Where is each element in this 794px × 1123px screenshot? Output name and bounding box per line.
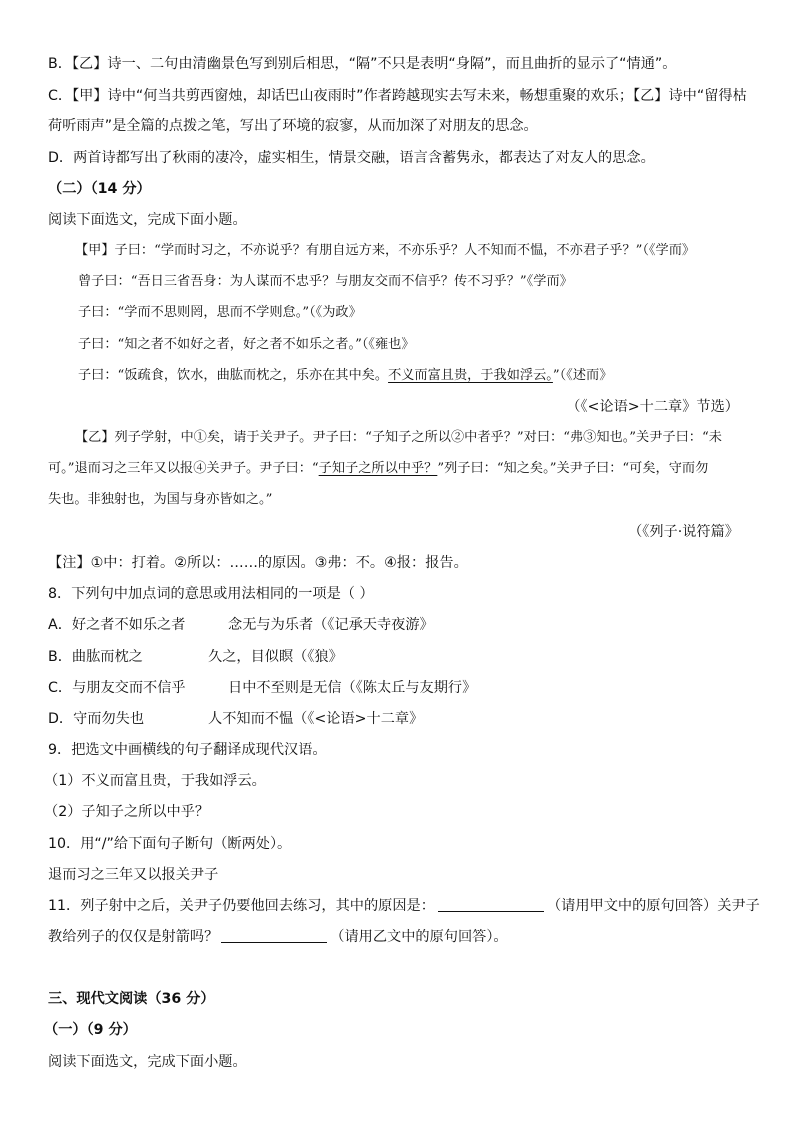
- q8-option-d: [48, 709, 423, 729]
- option-b: B．【乙】诗一、二句由清幽景色写到别后相思，“隔”不只是表明“身隔”，而且曲折的显示了“情通”。: [48, 56, 677, 72]
- q11-line2-hint: （请用乙文中的原句回答）。: [330, 929, 508, 945]
- q11-answer-blank-1[interactable]: [438, 897, 544, 912]
- jia-line3: 子曰：“学而不思则罔，思而不学则怠。”（《为政》: [78, 305, 362, 320]
- jia-underlined-sentence: 不义而富且贵，于我如浮云。: [388, 368, 553, 383]
- option-c-line2: 荷听雨声”是全篇的点拨之笔，写出了环境的寂寥，从而加深了对朋友的思念。: [48, 118, 538, 134]
- jia-source: （《<论语>十二章》节选）: [566, 399, 739, 415]
- q11-line1-hint: （请用甲文中的原句回答）关尹子: [546, 898, 760, 914]
- q10-stem: 10．用“/”给下面句子断句（断两处）。: [48, 836, 292, 852]
- section3-instruction: 阅读下面选文，完成下面小题。: [48, 1054, 247, 1070]
- section2-heading: （二）（14 分）: [48, 181, 151, 197]
- yi-line2-rest: ”列子曰：“知之矣。”关尹子曰：“可矣，守而勿: [437, 461, 709, 476]
- jia-line1: 【甲】子曰：“学而时习之，不亦说乎？有朋自远方来，不亦乐乎？人不知而不愠，不亦君子乎？”（《学而》: [75, 243, 696, 258]
- q9-stem: 9．把选文中画横线的句子翻译成现代汉语。: [48, 742, 327, 758]
- q8-a-left: A．好之者不如乐之者: [48, 617, 186, 633]
- jia-line5-source: ”（《述而》: [552, 368, 613, 383]
- q11-line2: [48, 927, 508, 947]
- jia-line4: 子曰：“知之者不如好之者，好之者不如乐之者。”（《雍也》: [78, 337, 415, 352]
- jia-line2: 曾子曰：“吾日三省吾身：为人谋而不忠乎？与朋友交而不信乎？传不习乎？”《学而》: [78, 274, 573, 289]
- yi-line2-text: 可。”退而习之三年又以报④关尹子。尹子曰：“: [48, 461, 319, 476]
- q11-line2-text: 教给列子的仅仅是射箭吗？: [48, 929, 219, 945]
- q8-c-right: 日中不至则是无信（《陈太丘与友期行》: [228, 680, 477, 696]
- section2-instruction: 阅读下面选文，完成下面小题。: [48, 212, 247, 228]
- q8-d-left: D．守而勿失也: [48, 711, 145, 727]
- option-d: D．两首诗都写出了秋雨的凄冷，虚实相生，情景交融，语言含蓄隽永，都表达了对友人的思念。: [48, 150, 655, 166]
- section3-subheading: （一）（9 分）: [44, 1022, 137, 1038]
- yi-source: （《列子·说符篇》: [628, 524, 739, 540]
- q8-option-a: [48, 615, 434, 635]
- yi-underlined-sentence: 子知子之所以中乎？: [318, 461, 438, 476]
- annotation-note: 【注】①中：打着。②所以：……的原因。③弗：不。④报：报告。: [48, 555, 468, 571]
- option-c-line1: C．【甲】诗中“何当共剪西窗烛，却话巴山夜雨时”作者跨越现实去写未来，畅想重聚的欢乐；【乙】诗中“留得枯: [48, 88, 747, 104]
- q8-d-right: 人不知而不愠（《<论语>十二章》: [208, 711, 424, 727]
- q9-sentence-2: （2）子知子之所以中乎？: [44, 804, 210, 820]
- jia-line5-text: 子曰：“饭疏食，饮水，曲肱而枕之，乐亦在其中矣。: [78, 368, 389, 383]
- q8-c-left: C．与朋友交而不信乎: [48, 680, 186, 696]
- yi-line3: 失也。非独射也，为国与身亦皆如之。”: [48, 492, 273, 507]
- q8-a-right: 念无与为乐者（《记承天寺夜游》: [228, 617, 434, 633]
- q8-b-left: B．曲肱而枕之: [48, 649, 143, 665]
- q8-b-right: 久之，目似瞑（《狼》: [208, 649, 343, 665]
- q8-option-b: [48, 647, 343, 667]
- q8-option-c: [48, 678, 476, 698]
- q11-line1: [48, 896, 760, 916]
- q10-sentence: 退而习之三年又以报关尹子: [48, 867, 219, 883]
- q9-sentence-1: （1）不义而富且贵，于我如浮云。: [44, 773, 266, 789]
- q11-line1-text: 11．列子射中之后，关尹子仍要他回去练习，其中的原因是：: [48, 898, 435, 914]
- section3-heading: 三、现代文阅读（36 分）: [48, 991, 215, 1007]
- yi-line2: [48, 459, 708, 479]
- q8-stem: 8．下列句中加点词的意思或用法相同的一项是（ ）: [48, 586, 374, 602]
- jia-line5: [78, 366, 612, 386]
- yi-line1: 【乙】列子学射，中①矣，请于关尹子。尹子曰：“子知子之所以②中者乎？”对曰：“弗③知也。”关尹子曰：“未: [75, 430, 722, 445]
- q11-answer-blank-2[interactable]: [221, 928, 327, 943]
